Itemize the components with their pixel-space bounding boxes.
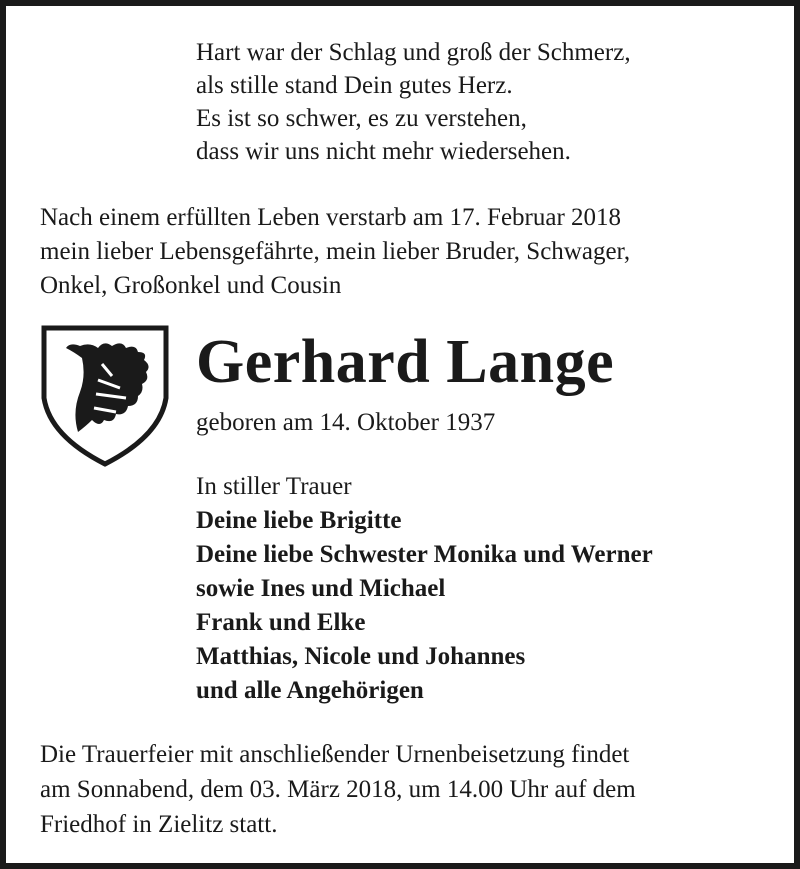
mourner-name: und alle Angehörigen (196, 677, 424, 704)
poem-line: Es ist so schwer, es zu verstehen, (196, 105, 527, 132)
ceremony-line: Friedhof in Zielitz statt. (40, 811, 278, 838)
mourner-name: Matthias, Nicole und Johannes (196, 643, 526, 670)
poem-line: Hart war der Schlag und groß der Schmerz, (196, 39, 631, 66)
ceremony-line: Die Trauerfeier mit anschließender Urnenbeisetzung findet (40, 741, 630, 768)
ceremony-line: am Sonnabend, dem 03. März 2018, um 14.00 Uhr auf dem (40, 776, 636, 803)
birth-date: geboren am 14. Oktober 1937 (196, 409, 496, 436)
mourner-name: Deine liebe Brigitte (196, 507, 402, 534)
mourner-name: Deine liebe Schwester Monika und Werner (196, 541, 653, 568)
mourner-name: sowie Ines und Michael (196, 575, 446, 602)
mourner-name: Frank und Elke (196, 609, 366, 636)
coat-of-arms-shield-icon (40, 324, 170, 469)
deceased-name: Gerhard Lange (196, 328, 615, 396)
intro-line: mein lieber Lebensgefährte, mein lieber Bruder, Schwager, (40, 238, 631, 265)
poem-line: dass wir uns nicht mehr wiedersehen. (196, 138, 571, 165)
poem-line: als stille stand Dein gutes Herz. (196, 72, 513, 99)
intro-line: Onkel, Großonkel und Cousin (40, 272, 342, 299)
intro-line: Nach einem erfüllten Leben verstarb am 17. Februar 2018 (40, 204, 622, 231)
mourners-intro: In stiller Trauer (196, 473, 352, 500)
